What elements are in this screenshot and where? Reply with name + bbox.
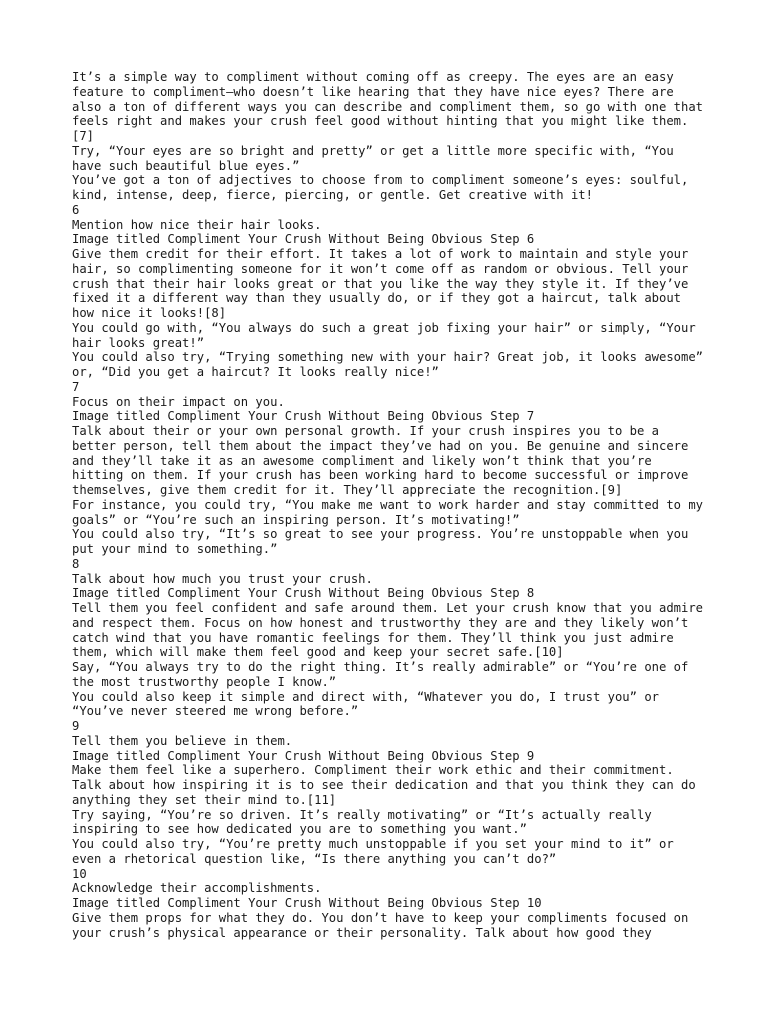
tip-line: Say, “You always try to do the right thing. It’s really admirable” or “You’re one of the most trustworthy people I know.” <box>72 660 696 689</box>
step-number: 6 <box>72 202 80 217</box>
image-caption: Image titled Compliment Your Crush Without Being Obvious Step 9 <box>72 748 535 763</box>
step-number: 9 <box>72 719 80 733</box>
tip-line: Try, “Your eyes are so bright and pretty” or get a little more specific with, “You have such beautiful blue eyes.” <box>72 143 682 173</box>
step-heading: Talk about how much you trust your crush. <box>72 571 373 586</box>
tip-line: For instance, you could try, “You make me want to work harder and stay committed to my goals” or “You’re such an inspiring person. It’s motivating!” <box>72 497 711 527</box>
image-caption: Image titled Compliment Your Crush Without Being Obvious Step 10 <box>72 896 542 910</box>
tip-line: Try saying, “You’re so driven. It’s really motivating” or “It’s actually really inspiring to see how dedicated you are to something you want.” <box>72 807 660 837</box>
step-number: 10 <box>72 866 87 881</box>
body-paragraph: Talk about their or your own personal growth. If your crush inspires you to be a better person, tell them about the impact they’ve had on you. Be genuine and sincere and they’ll take it as an awesome compliment and likely won’t think that you’re hitting on them. If your crush has been working hard to become successful or improve themselves, give them credit for it. They’ll appreciate the recognition.[9] <box>72 424 696 497</box>
body-paragraph: Tell them you feel confident and safe around them. Let your crush know that you admire and respect them. Focus on how honest and trustworthy they are and they likely won’t catch wind that you have romantic feelings for them. They’ll think you just admire them, which will make them feel good and keep your secret safe.[10] <box>72 601 711 660</box>
step-heading: Acknowledge their accomplishments. <box>72 881 322 896</box>
body-paragraph: Give them props for what they do. You don’t have to keep your compliments focused on your crush’s physical appearance or their personality. Talk about how good they <box>72 910 696 940</box>
image-caption: Image titled Compliment Your Crush Without Being Obvious Step 8 <box>72 586 535 601</box>
body-paragraph: It’s a simple way to compliment without coming off as creepy. The eyes are an easy feature to compliment—who doesn’t like hearing that they have nice eyes? There are also a ton of different ways you can describe and compliment them, so go with one that feels right and makes your crush feel good without hinting that you might like them.[7] <box>72 70 711 143</box>
step-heading: Mention how nice their hair looks. <box>72 217 322 232</box>
step-number: 8 <box>72 556 80 571</box>
tip-line: You could also try, “It’s so great to see your progress. You’re unstoppable when you put your mind to something.” <box>72 527 696 556</box>
image-caption: Image titled Compliment Your Crush Without Being Obvious Step 6 <box>72 232 535 247</box>
tip-line: You could also try, “Trying something new with your hair? Great job, it looks awesome” or, “Did you get a haircut? It looks really nice!” <box>72 350 711 379</box>
tip-line: You could go with, “You always do such a great job fixing your hair” or simply, “Your hair looks great!” <box>72 320 704 350</box>
step-number: 7 <box>72 379 80 394</box>
tip-line: You could also try, “You’re pretty much unstoppable if you set your mind to it” or even a rhetorical question like, “Is there anything you can’t do?” <box>72 837 682 866</box>
step-heading: Tell them you believe in them. <box>72 733 293 748</box>
body-paragraph: Give them credit for their effort. It takes a lot of work to maintain and style your hair, so complimenting someone for it won’t come off as random or obvious. Tell your crush that their hair looks great or that you like the way they style it. If they’ve fixed it a different way than they usually do, or if they got a haircut, talk about how nice it looks![8] <box>72 247 696 320</box>
step-heading: Focus on their impact on you. <box>72 394 285 409</box>
tip-line: You could also keep it simple and direct with, “Whatever you do, I trust you” or “You’ve never steered me wrong before.” <box>72 689 667 719</box>
image-caption: Image titled Compliment Your Crush Without Being Obvious Step 7 <box>72 409 535 424</box>
tip-line: You’ve got a ton of adjectives to choose from to compliment someone’s eyes: soulful, kind, intense, deep, fierce, piercing, or gentle. Get creative with it! <box>72 173 696 202</box>
body-paragraph: Make them feel like a superhero. Compliment their work ethic and their commitment. Talk about how inspiring it is to see their dedication and that you think they can do anything they set their mind to.[11] <box>72 763 704 807</box>
